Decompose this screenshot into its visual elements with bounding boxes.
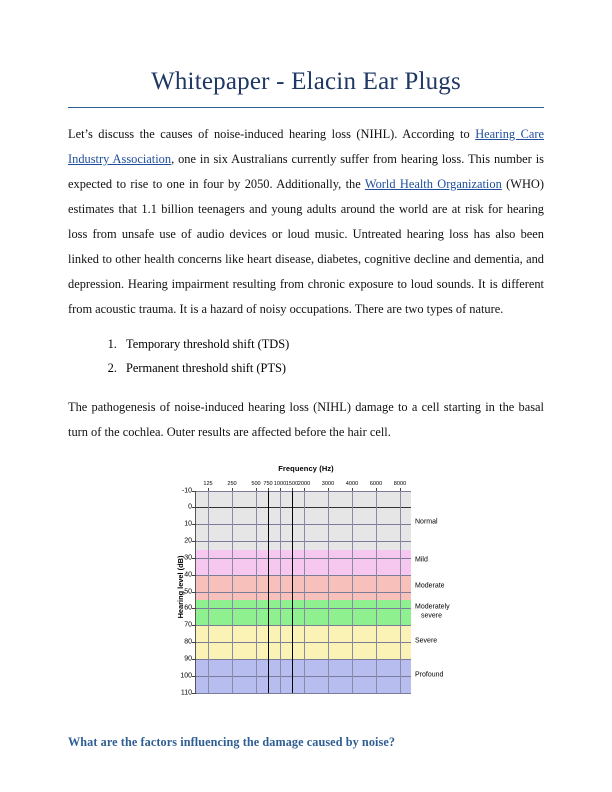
y-tick-mark: [192, 659, 196, 660]
audiogram-figure: [68, 461, 544, 713]
y-tick-label: 110: [180, 689, 192, 697]
x-tick-mark: [304, 488, 305, 491]
x-tick-label: 750: [263, 480, 273, 487]
y-tick-mark: [192, 575, 196, 576]
chart-y-axis-label: Hearing level (dB): [175, 555, 185, 619]
y-tick-mark: [192, 524, 196, 525]
x-gridline: [304, 491, 305, 693]
x-tick-label: 2000: [297, 480, 311, 487]
y-tick-mark: [192, 608, 196, 609]
x-tick-mark: [352, 488, 353, 491]
y-tick-label: 100: [180, 672, 192, 680]
x-gridline: [292, 491, 293, 693]
y-tick-label: 80: [184, 638, 192, 646]
x-gridline: [400, 491, 401, 693]
y-tick-mark: [192, 693, 196, 694]
x-tick-mark: [328, 488, 329, 491]
y-tick-label: 0: [188, 503, 192, 511]
y-tick-label: -10: [181, 487, 192, 495]
x-tick-label: 125: [203, 480, 213, 487]
y-tick-mark: [192, 625, 196, 626]
x-tick-label: 8000: [393, 480, 407, 487]
severity-label-profound: Profound: [415, 671, 444, 679]
link-world-health-organization[interactable]: World Health Organization: [364, 176, 502, 191]
y-tick-label: 60: [184, 604, 192, 612]
x-tick-label: 1000: [273, 480, 287, 487]
intro-paragraph: [68, 122, 544, 322]
link-hearing-care-industry-association[interactable]: Hearing Care Industry Association: [68, 126, 544, 166]
y-tick-mark: [192, 507, 196, 508]
x-tick-label: 3000: [321, 480, 335, 487]
severity-label-moderate: Moderate: [415, 582, 445, 590]
y-tick-label: 20: [184, 537, 192, 545]
chart-title: Frequency (Hz): [278, 463, 334, 473]
x-tick-label: 250: [227, 480, 237, 487]
y-tick-mark: [192, 491, 196, 492]
x-tick-mark: [208, 488, 209, 491]
x-tick-label: 1500: [285, 480, 299, 487]
y-tick-label: 40: [184, 571, 192, 579]
severity-label-mild: Mild: [415, 556, 428, 564]
x-gridline: [328, 491, 329, 693]
y-tick-label: 70: [184, 621, 192, 629]
intro-text-2: , one in six Australians currently suffer from hearing loss. This number is expected to rise to one in four by 2050. Additionally, the: [68, 151, 544, 191]
y-gridline: [196, 693, 411, 694]
x-gridline: [376, 491, 377, 693]
list-item: 1. Temporary threshold shift (TDS): [120, 332, 544, 356]
x-gridline: [232, 491, 233, 693]
severity-label-normal: Normal: [415, 518, 438, 526]
document-content: [68, 68, 544, 750]
severity-label-moderately-severe: Moderately severe: [415, 603, 450, 619]
y-tick-label: 50: [184, 588, 192, 596]
x-gridline: [280, 491, 281, 693]
y-tick-label: 10: [184, 520, 192, 528]
x-tick-mark: [268, 488, 269, 491]
severity-label-severe: Severe: [415, 637, 438, 645]
x-tick-mark: [280, 488, 281, 491]
y-tick-mark: [192, 541, 196, 542]
x-gridline: [208, 491, 209, 693]
y-tick-label: 30: [184, 554, 192, 562]
audiogram-chart: [143, 461, 469, 713]
x-tick-label: 6000: [369, 480, 383, 487]
threshold-shift-list: [68, 332, 544, 380]
y-tick-label: 90: [184, 655, 192, 663]
x-tick-mark: [400, 488, 401, 491]
x-tick-mark: [376, 488, 377, 491]
page-title: Whitepaper - Elacin Ear Plugs: [151, 68, 461, 95]
x-gridline: [256, 491, 257, 693]
pathogenesis-paragraph: The pathogenesis of noise-induced hearing loss (NIHL) damage to a cell starting in the basal turn of the cochlea. Outer results are affected before the hair cell.: [68, 399, 544, 439]
list-item: 2. Permanent threshold shift (PTS): [120, 356, 544, 380]
y-tick-mark: [192, 592, 196, 593]
title-divider: [68, 107, 544, 108]
x-tick-mark: [232, 488, 233, 491]
x-tick-label: 500: [251, 480, 261, 487]
intro-text-1: Let’s discuss the causes of noise-induced hearing loss (NIHL). According to: [68, 126, 476, 141]
x-tick-mark: [256, 488, 257, 491]
intro-text-3: (WHO) estimates that 1.1 billion teenagers and young adults around the world are at risk for hearing loss from unsafe use of audio devices or loud music. Untreated hearing loss has also been linked to other health concerns like heart disease, diabetes, cognitive decline and dementia, and depression. Hearing impairment resulting from chronic exposure to loud sounds. It is different from acoustic trauma. It is a hazard of noisy occupations. There are two types of nature.: [68, 176, 544, 317]
section-heading-factors: What are the factors influencing the damage caused by noise?: [68, 734, 396, 749]
x-gridline: [352, 491, 353, 693]
x-tick-label: 4000: [345, 480, 359, 487]
y-tick-mark: [192, 558, 196, 559]
y-tick-mark: [192, 642, 196, 643]
x-tick-mark: [292, 488, 293, 491]
x-gridline: [268, 491, 269, 693]
y-tick-mark: [192, 676, 196, 677]
